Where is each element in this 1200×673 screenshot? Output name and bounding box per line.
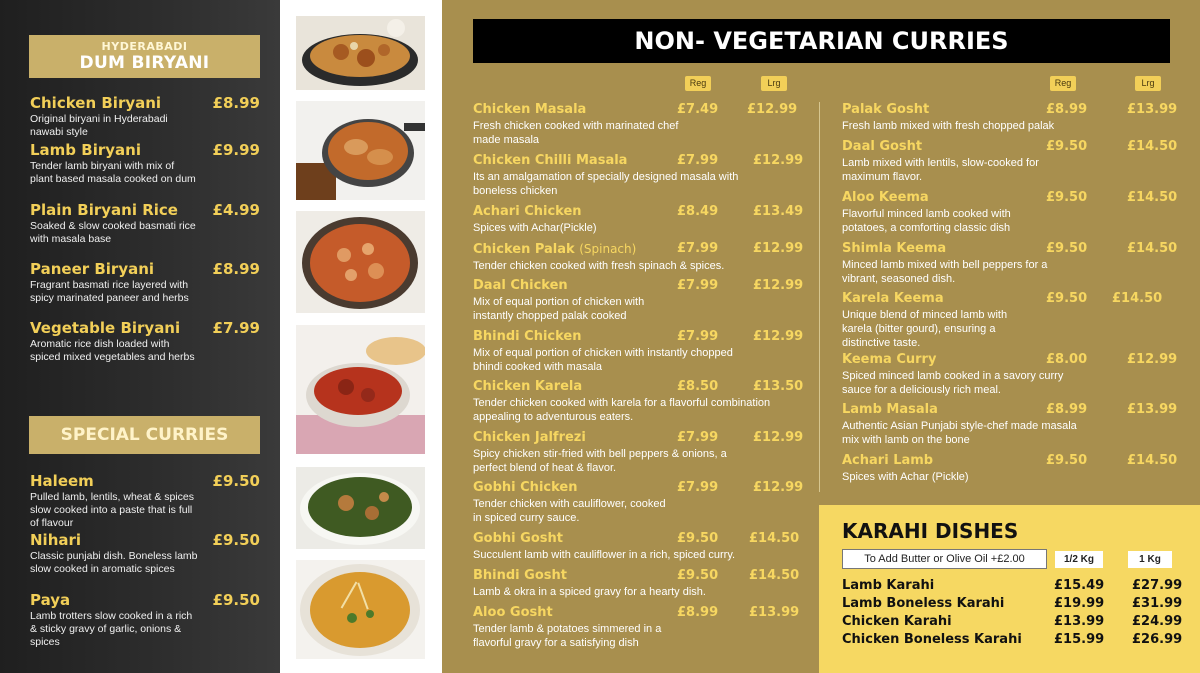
karahi-row (842, 577, 1182, 594)
item-price: £9.50 (212, 531, 260, 549)
item-description: Tender chicken with cauliflower, cooked in spiced curry sauce. (473, 498, 666, 524)
menu-item (473, 241, 803, 273)
menu-item (842, 139, 1178, 184)
karahi-row (842, 613, 1182, 630)
item-price-large: £14.50 (1112, 291, 1163, 306)
biryani-panel (0, 0, 280, 673)
item-price-large: £14.50 (749, 568, 800, 583)
item-description: Classic punjabi dish. Boneless lamb slow cooked in aromatic spices (30, 550, 198, 575)
menu-item (473, 568, 803, 599)
item-description: Spices with Achar(Pickle) (473, 222, 597, 234)
item-name-note: (Spinach) (579, 242, 637, 256)
karahi-section (819, 505, 1200, 673)
biryani-header-line1: HYDERABADI (101, 40, 188, 53)
menu-item (842, 402, 1178, 447)
item-description: Its an amalgamation of specially designed masala with boneless chicken (473, 171, 739, 197)
item-description: Unique blend of minced lamb with karela (bitter gourd), ensuring a distinctive taste. (842, 309, 1008, 349)
item-price-large: £14.50 (1127, 190, 1178, 205)
item-description: Fresh chicken cooked with marinated chef made masala (473, 120, 679, 146)
full-kg-label: 1 Kg (1128, 551, 1172, 568)
item-name: Chicken Chilli Masala (473, 153, 628, 168)
item-price-large: £12.99 (753, 329, 804, 344)
item-price-large: £14.50 (1127, 241, 1178, 256)
item-name: Paya (30, 591, 71, 609)
item-price-regular: £9.50 (1046, 453, 1088, 468)
menu-item (30, 202, 260, 246)
item-price-regular: £8.50 (677, 379, 719, 394)
item-name: Gobhi Chicken (473, 480, 578, 495)
item-description: Fresh lamb mixed with fresh chopped palak (842, 120, 1055, 132)
menu-item (473, 430, 803, 475)
karahi-title: KARAHI DISHES (842, 519, 1019, 543)
karahi-price-full: £31.99 (1132, 596, 1183, 611)
menu-item (473, 379, 803, 424)
item-name: Daal Chicken (473, 278, 568, 293)
reg-size-label: Reg (1050, 76, 1076, 91)
menu-item (30, 320, 260, 364)
item-price-regular: £9.50 (1046, 291, 1088, 306)
karahi-price-half: £13.99 (1054, 614, 1105, 629)
item-price-large: £14.50 (1127, 139, 1178, 154)
karahi-name: Lamb Karahi (842, 578, 935, 593)
item-name: Achari Chicken (473, 204, 582, 219)
item-description: Spices with Achar (Pickle) (842, 471, 969, 483)
item-name: Lamb Masala (842, 402, 938, 417)
item-price-large: £12.99 (753, 153, 804, 168)
item-description: Mix of equal portion of chicken with instantly chopped palak cooked (473, 296, 645, 322)
item-price-large: £14.50 (749, 531, 800, 546)
item-description: Succulent lamb with cauliflower in a rich, spiced curry. (473, 549, 736, 561)
food-photo-column (280, 0, 442, 673)
item-name: Plain Biryani Rice (30, 201, 178, 219)
item-description: Pulled lamb, lentils, wheat & spices slow cooked into a paste that is full of flavour (30, 491, 194, 529)
item-price-regular: £9.50 (677, 568, 719, 583)
item-description: Authentic Asian Punjabi style-chef made masala mix with lamb on the bone (842, 420, 1077, 446)
item-price-regular: £7.99 (677, 241, 719, 256)
menu-item (30, 142, 260, 186)
item-price-regular: £9.50 (1046, 190, 1088, 205)
menu-item (842, 352, 1178, 397)
item-description: Flavorful minced lamb cooked with potatoes, a comforting classic dish (842, 208, 1011, 234)
item-price-large: £13.50 (753, 379, 804, 394)
item-price: £8.99 (212, 260, 260, 278)
item-name: Chicken Karela (473, 379, 583, 394)
menu-item (473, 278, 803, 323)
item-description: Lamb mixed with lentils, slow-cooked for maximum flavor. (842, 157, 1039, 183)
karahi-price-half: £19.99 (1054, 596, 1105, 611)
menu-item (842, 102, 1178, 133)
karahi-name: Lamb Boneless Karahi (842, 596, 1005, 611)
menu-item (842, 190, 1178, 235)
biryani-header-line2: DUM BIRYANI (79, 53, 210, 73)
item-price-regular: £8.99 (677, 605, 719, 620)
item-price-large: £12.99 (1127, 352, 1178, 367)
lrg-size-label: Lrg (761, 76, 787, 91)
item-price-regular: £8.00 (1046, 352, 1088, 367)
item-description: Lamb & okra in a spiced gravy for a hearty dish. (473, 586, 706, 598)
item-price-regular: £9.50 (1046, 241, 1088, 256)
menu-item (473, 480, 803, 525)
palak-curry-photo (296, 467, 425, 549)
item-name-text: Chicken Palak (473, 242, 575, 257)
item-name: Lamb Biryani (30, 141, 141, 159)
item-price-large: £12.99 (753, 480, 804, 495)
special-curries-header: SPECIAL CURRIES (29, 416, 260, 454)
karahi-row (842, 595, 1182, 612)
non-veg-title: NON- VEGETARIAN CURRIES (473, 19, 1170, 63)
item-price: £7.99 (212, 319, 260, 337)
item-name: Haleem (30, 472, 94, 490)
reg-size-label: Reg (685, 76, 711, 91)
menu-item (473, 204, 803, 235)
karahi-price-full: £26.99 (1132, 632, 1183, 647)
item-price-large: £12.99 (753, 430, 804, 445)
item-description: Original biryani in Hyderabadi nawabi style (30, 113, 168, 138)
item-price-large: £12.99 (747, 102, 798, 117)
karahi-price-half: £15.99 (1054, 632, 1105, 647)
menu-item (473, 605, 803, 650)
karahi-name: Chicken Boneless Karahi (842, 632, 1022, 647)
menu-item (473, 531, 803, 562)
item-price-regular: £8.49 (677, 204, 719, 219)
item-description: Tender chicken cooked with fresh spinach & spices. (473, 260, 725, 272)
item-name: Keema Curry (842, 352, 937, 367)
item-name: Karela Keema (842, 291, 944, 306)
karahi-price-half: £15.49 (1054, 578, 1105, 593)
item-price: £9.50 (212, 472, 260, 490)
item-price-regular: £9.50 (1046, 139, 1088, 154)
menu-item (842, 453, 1178, 484)
item-price-regular: £8.99 (1046, 102, 1088, 117)
item-price-large: £13.49 (753, 204, 804, 219)
item-price-large: £14.50 (1127, 453, 1178, 468)
karahi-addon-note: To Add Butter or Olive Oil +£2.00 (842, 549, 1047, 569)
item-name: Vegetable Biryani (30, 319, 181, 337)
item-name: Gobhi Gosht (473, 531, 563, 546)
menu-item (473, 329, 803, 374)
column-divider (819, 102, 820, 492)
item-price-regular: £7.99 (677, 153, 719, 168)
item-name: Paneer Biryani (30, 260, 155, 278)
item-price: £9.50 (212, 591, 260, 609)
item-description: Lamb trotters slow cooked in a rich & sticky gravy of garlic, onions & spices (30, 610, 193, 648)
karahi-row (842, 631, 1182, 648)
karahi-name: Chicken Karahi (842, 614, 952, 629)
item-price-regular: £7.99 (677, 278, 719, 293)
item-price-regular: £7.99 (677, 329, 719, 344)
item-name: Chicken Biryani (30, 94, 162, 112)
item-price: £8.99 (212, 94, 260, 112)
item-name: Chicken Jalfrezi (473, 430, 586, 445)
karahi-price-full: £24.99 (1132, 614, 1183, 629)
item-name: Chicken Masala (473, 102, 587, 117)
item-price-regular: £8.99 (1046, 402, 1088, 417)
menu-item (30, 473, 260, 530)
menu-item (30, 592, 260, 649)
biryani-photo (296, 16, 425, 90)
menu-item (842, 291, 1172, 350)
item-description: Tender chicken cooked with karela for a flavorful combination appealing to adventurous eaters. (473, 397, 771, 423)
item-name: Palak Gosht (842, 102, 930, 117)
curry-bowl-photo (296, 211, 425, 313)
menu-item (473, 102, 803, 147)
item-description: Aromatic rice dish loaded with spiced mixed vegetables and herbs (30, 338, 195, 363)
half-kg-label: 1/2 Kg (1055, 551, 1103, 568)
item-price-large: £13.99 (1127, 102, 1178, 117)
daal-curry-photo (296, 560, 425, 659)
item-price-large: £12.99 (753, 278, 804, 293)
item-description: Tender lamb & potatoes simmered in a flavorful gravy for a satisfying dish (473, 623, 662, 649)
menu-item (30, 95, 260, 139)
lrg-size-label: Lrg (1135, 76, 1161, 91)
item-description: Spicy chicken stir-fried with bell peppers & onions, a perfect blend of heat & flavor. (473, 448, 727, 474)
item-description: Soaked & slow cooked basmati rice with masala base (30, 220, 196, 245)
item-price-regular: £7.49 (677, 102, 719, 117)
item-price: £9.99 (212, 141, 260, 159)
item-name: Shimla Keema (842, 241, 947, 256)
item-name: Aloo Keema (842, 190, 929, 205)
item-name: Daal Gosht (842, 139, 923, 154)
item-description: Spiced minced lamb cooked in a savory curry sauce for a deliciously rich meal. (842, 370, 1064, 396)
menu-item (30, 532, 260, 576)
item-name: Nihari (30, 531, 82, 549)
item-name: Bhindi Gosht (473, 568, 567, 583)
item-name: Bhindi Chicken (473, 329, 582, 344)
menu-item (30, 261, 260, 305)
item-price-regular: £7.99 (677, 430, 719, 445)
karahi-price-full: £27.99 (1132, 578, 1183, 593)
item-price-regular: £7.99 (677, 480, 719, 495)
item-price-large: £13.99 (749, 605, 800, 620)
item-price-regular: £9.50 (677, 531, 719, 546)
item-price-large: £13.99 (1127, 402, 1178, 417)
menu-item (473, 153, 803, 198)
item-name: Achari Lamb (842, 453, 934, 468)
curry-pan-photo (296, 101, 425, 200)
item-name: Aloo Gosht (473, 605, 553, 620)
menu-item (842, 241, 1178, 286)
item-description: Minced lamb mixed with bell peppers for a vibrant, seasoned dish. (842, 259, 1048, 285)
item-description: Fragrant basmati rice layered with spicy marinated paneer and herbs (30, 279, 189, 304)
biryani-header (29, 35, 260, 78)
curry-with-naan-photo (296, 325, 425, 454)
item-description: Tender lamb biryani with mix of plant based masala cooked on dum (30, 160, 196, 185)
item-price-large: £12.99 (753, 241, 804, 256)
item-price: £4.99 (212, 201, 260, 219)
item-description: Mix of equal portion of chicken with instantly chopped bhindi cooked with masala (473, 347, 733, 373)
